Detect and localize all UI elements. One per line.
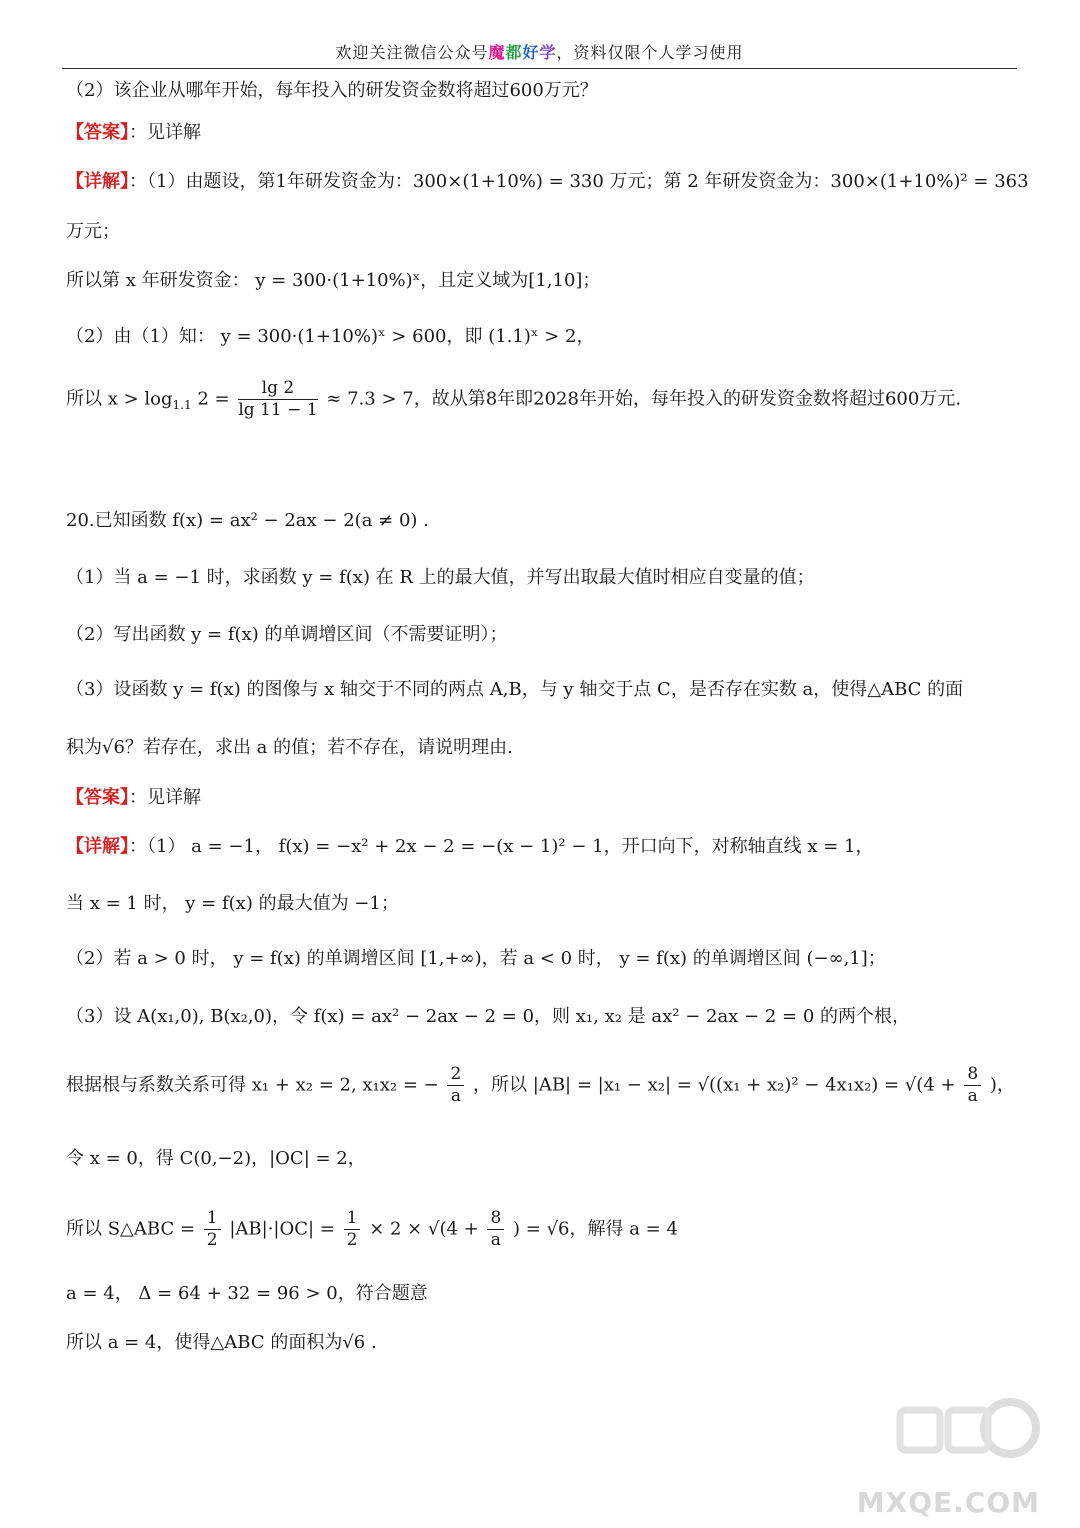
s7-part-c: × 2 × √(4 + bbox=[369, 1218, 479, 1240]
question-19-part-2: （2）该企业从哪年开始，每年投入的研发资金数将超过600万元？ bbox=[66, 80, 598, 101]
s5-num-2: 8 bbox=[964, 1066, 981, 1086]
s7-part-b: |AB|·|OC| = bbox=[229, 1218, 335, 1240]
solution-line-7 bbox=[66, 1210, 678, 1249]
s5-fraction-2 bbox=[964, 1066, 981, 1105]
watermark-site: MXQE.COM bbox=[856, 1486, 1040, 1519]
s7-fraction-3 bbox=[487, 1210, 504, 1249]
watermark-logo bbox=[890, 1380, 1040, 1500]
solution-line-6: 令 x = 0，得 C(0,−2)，|OC| = 2， bbox=[66, 1148, 366, 1169]
brand-char-1: 魔 bbox=[488, 43, 506, 62]
detail-line-4 bbox=[66, 380, 961, 419]
question-20-part-1: （1）当 a = −1 时，求函数 y = f(x) 在 R 上的最大值，并写出取最大值时相应自变量的值； bbox=[66, 567, 815, 588]
s7-num-3: 8 bbox=[487, 1210, 504, 1230]
answer-label: 【答案】 bbox=[66, 122, 129, 143]
question-20: 20.已知函数 f(x) = ax² − 2ax − 2(a ≠ 0) . bbox=[66, 510, 429, 531]
answer-text-2: ：见详解 bbox=[129, 787, 201, 808]
watermark-circle bbox=[984, 1402, 1036, 1454]
d4-log-base: 1.1 bbox=[172, 398, 192, 413]
s7-num-2: 1 bbox=[344, 1210, 361, 1230]
s7-fraction-1 bbox=[204, 1210, 221, 1249]
answer-label-2: 【答案】 bbox=[66, 787, 129, 808]
header-prefix: 欢迎关注微信公众号 bbox=[335, 43, 489, 62]
detail-text-1: ：（1）由题设，第1年研发资金为：300×(1+10%) = 330 万元；第 2 年研发资金为：300×(1+10%)² = 363 bbox=[129, 171, 1029, 192]
brand-name bbox=[488, 43, 556, 62]
d4-part-b: 2 = bbox=[191, 388, 230, 410]
answer-line-2 bbox=[66, 789, 201, 807]
solution-line-5 bbox=[66, 1066, 1015, 1105]
detail-label: 【详解】 bbox=[66, 171, 129, 192]
s5-num-1: 2 bbox=[447, 1066, 464, 1086]
detail-label-2: 【详解】 bbox=[66, 836, 129, 857]
solution-line-2: 当 x = 1 时， y = f(x) 的最大值为 −1； bbox=[66, 893, 399, 914]
detail-line-1b: 万元； bbox=[66, 221, 120, 242]
s5-part-c: )， bbox=[989, 1074, 1015, 1096]
brand-char-2: 都 bbox=[505, 43, 523, 62]
d4-fraction bbox=[238, 380, 317, 419]
answer-line-1 bbox=[66, 124, 201, 142]
brand-char-4: 学 bbox=[539, 43, 557, 62]
solution-text-1: ：（1） a = −1， f(x) = −x² + 2x − 2 = −(x − 1)² − 1，开口向下，对称轴直线 x = 1， bbox=[129, 836, 874, 857]
detail-line-1 bbox=[66, 173, 1029, 191]
s7-den-2: 2 bbox=[346, 1230, 358, 1250]
answer-text: ：见详解 bbox=[129, 122, 201, 143]
s7-part-d: ) = √6，解得 a = 4 bbox=[513, 1218, 678, 1240]
page-header bbox=[62, 38, 1017, 69]
header-suffix: ，资料仅限个人学习使用 bbox=[556, 43, 744, 62]
d4-numerator: lg 2 bbox=[238, 380, 317, 400]
question-20-part-3b: 积为√6？若存在，求出 a 的值；若不存在，请说明理由. bbox=[66, 737, 513, 758]
d4-denominator: lg 11 − 1 bbox=[238, 400, 318, 420]
s7-num-1: 1 bbox=[204, 1210, 221, 1230]
solution-line-4: （3）设 A(x₁,0), B(x₂,0)，令 f(x) = ax² − 2ax − 2 = 0，则 x₁, x₂ 是 ax² − 2ax − 2 = 0 的两个根， bbox=[66, 1006, 911, 1027]
solution-line-8: a = 4， Δ = 64 + 32 = 96 > 0，符合题意 bbox=[66, 1283, 428, 1304]
watermark-block-1 bbox=[900, 1410, 940, 1450]
s5-den-2: a bbox=[967, 1086, 978, 1106]
s7-part-a: 所以 S△ABC = bbox=[66, 1218, 196, 1240]
s5-part-b: ，所以 |AB| = |x₁ − x₂| = √((x₁ + x₂)² − 4x₁x₂) = √(4 + bbox=[473, 1074, 956, 1096]
solution-line-3: （2）若 a > 0 时， y = f(x) 的单调增区间 [1,+∞)，若 a < 0 时， y = f(x) 的单调增区间 (−∞,1]； bbox=[66, 948, 886, 969]
solution-line-9: 所以 a = 4，使得△ABC 的面积为√6 . bbox=[66, 1332, 377, 1353]
s7-den-3: a bbox=[490, 1230, 501, 1250]
detail-line-2: 所以第 x 年研发资金： y = 300·(1+10%)ˣ，且定义域为[1,10]； bbox=[66, 270, 601, 291]
question-20-part-3: （3）设函数 y = f(x) 的图像与 x 轴交于不同的两点 A,B，与 y 轴交于点 C，是否存在实数 a，使得△ABC 的面 bbox=[66, 679, 964, 700]
s7-fraction-2 bbox=[344, 1210, 361, 1249]
s5-part-a: 根据根与系数关系可得 x₁ + x₂ = 2, x₁x₂ = − bbox=[66, 1074, 439, 1096]
d4-part-c: ≈ 7.3 > 7，故从第8年即2028年开始，每年投入的研发资金数将超过600万元. bbox=[326, 388, 962, 410]
s5-den-1: a bbox=[450, 1086, 461, 1106]
detail-line-3: （2）由（1）知： y = 300·(1+10%)ˣ > 600，即 (1.1)ˣ > 2， bbox=[66, 326, 595, 347]
question-20-part-2: （2）写出函数 y = f(x) 的单调增区间（不需要证明）； bbox=[66, 624, 508, 645]
s7-den-1: 2 bbox=[206, 1230, 218, 1250]
brand-char-3: 好 bbox=[522, 43, 540, 62]
s5-fraction-1 bbox=[447, 1066, 464, 1105]
d4-part-a: 所以 x > log bbox=[66, 388, 173, 410]
solution-line-1 bbox=[66, 838, 873, 856]
